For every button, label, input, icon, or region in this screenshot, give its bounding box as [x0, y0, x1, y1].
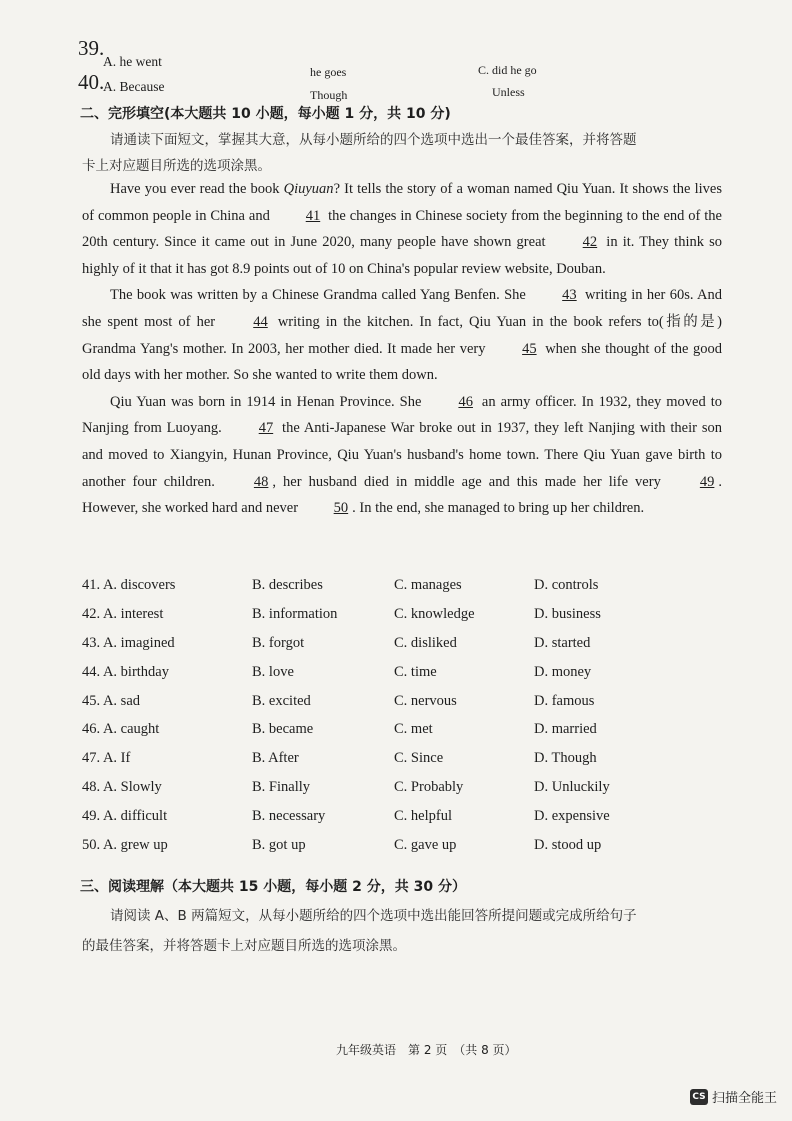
option-b: B. After	[252, 750, 299, 767]
p1-text-3: the changes in Chinese society from the beginning to the end of the 20th century. Since it came out in June 2020, many people have shown great	[82, 207, 722, 251]
blank-43: 43	[562, 287, 577, 304]
option-39b: he goes	[310, 65, 347, 79]
option-d: D. started	[534, 634, 591, 651]
options-row-48	[82, 779, 742, 808]
blank-46: 46	[458, 393, 473, 410]
option-d: D. Unluckily	[534, 779, 610, 796]
option-a: 47. A. If	[82, 750, 131, 767]
options-table	[82, 577, 742, 866]
options-row-47	[82, 750, 742, 779]
paragraph-3	[82, 389, 722, 522]
p3-text-5: . However, she worked hard and never	[82, 473, 722, 517]
p2-text-3: writing in the kitchen. In fact, Qiu Yuan in the book refers to(指的是) Grandma Yang's mother. In 2003, her mother died. It made her very	[82, 313, 722, 357]
options-row-42	[82, 606, 742, 635]
section-3-title: 三、阅读理解（本大题共 15 小题，每小题 2 分，共 30 分）	[80, 879, 466, 895]
option-a: 43. A. imagined	[82, 634, 175, 651]
blank-47: 47	[258, 420, 274, 437]
section-2-instruction-line2: 卡上对应题目所选的选项涂黑。	[82, 158, 271, 174]
option-39a: A. he went	[103, 54, 162, 69]
scanner-badge	[690, 1087, 777, 1106]
option-b: B. excited	[252, 692, 311, 709]
p3-text-3: the Anti-Japanese War broke out in 1937, they left Nanjing with their son and moved to Xiangyin, Hunan Province, Qiu Yuan's husband's home town. There Qiu Yuan gave birth to another four children.	[82, 420, 722, 490]
page-footer: 九年级英语 第 2 页 （共 8 页）	[336, 1043, 517, 1057]
option-d: D. married	[534, 721, 597, 738]
option-c: C. Probably	[394, 779, 464, 796]
option-a: 45. A. sad	[82, 692, 140, 709]
option-a: 50. A. grew up	[82, 837, 168, 854]
option-a: 48. A. Slowly	[82, 779, 162, 796]
section-2-title: 二、完形填空(本大题共 10 小题，每小题 1 分，共 10 分)	[80, 106, 451, 122]
option-c: C. gave up	[394, 837, 457, 854]
option-b: B. necessary	[252, 808, 326, 825]
option-b: B. information	[252, 605, 338, 622]
options-row-43	[82, 635, 742, 664]
p1-text-1: Have you ever read the book	[110, 181, 284, 197]
option-40b: Though	[310, 88, 348, 102]
option-39c: C. did he go	[478, 63, 537, 77]
option-a: 41. A. discovers	[82, 577, 176, 593]
option-c: C. manages	[394, 577, 462, 593]
option-d: D. expensive	[534, 808, 610, 825]
paragraph-2	[82, 282, 722, 388]
options-row-46	[82, 721, 742, 750]
book-title: Qiuyuan	[283, 181, 334, 197]
option-d: D. famous	[534, 692, 595, 709]
p2-text-1: The book was written by a Chinese Grandma called Yang Benfen. She	[110, 287, 531, 304]
option-b: B. forgot	[252, 634, 305, 651]
blank-49: 49	[699, 473, 715, 490]
p3-text-6: . In the end, she managed to bring up her children.	[352, 500, 645, 517]
section-2-instruction-line1: 请通读下面短文，掌握其大意，从每小题所给的四个选项中选出一个最佳答案，并将答题	[110, 132, 637, 148]
options-row-50	[82, 837, 742, 866]
option-d: D. stood up	[534, 837, 602, 854]
option-40a: A. Because	[103, 79, 165, 94]
cloze-passage	[82, 176, 722, 522]
option-b: B. describes	[252, 577, 323, 593]
option-a: 42. A. interest	[82, 605, 164, 622]
p1-text-2: ? It tells the story of a woman named Qiu Yuan. It shows the lives of common people in China and	[82, 181, 722, 224]
question-number-39: 39.	[78, 36, 105, 60]
options-row-49	[82, 808, 742, 837]
blank-42: 42	[582, 234, 598, 251]
blank-50: 50	[333, 500, 349, 517]
option-c: C. nervous	[394, 692, 457, 709]
scanner-label: 扫描全能王	[712, 1091, 778, 1106]
option-c: C. time	[394, 663, 437, 680]
option-b: B. Finally	[252, 779, 311, 796]
blank-41: 41	[305, 207, 321, 224]
option-d: D. Though	[534, 750, 597, 767]
blank-48: 48	[253, 473, 269, 490]
options-row-44	[82, 664, 742, 693]
p2-text-4: when she thought of the good old days with her mother. So she wanted to write them down.	[82, 340, 723, 384]
p1-text-4: in it. They think so highly of it that it has got 8.9 points out of 10 on China's popular review website, Douban.	[82, 234, 722, 277]
p3-text-2: an army officer. In 1932, they moved to Nanjing from Luoyang.	[82, 393, 722, 437]
option-c: C. knowledge	[394, 605, 475, 622]
p3-text-4: , her husband died in middle age and this made her life very	[272, 473, 668, 490]
option-c: C. disliked	[394, 634, 457, 651]
option-d: D. business	[534, 605, 601, 622]
blank-44: 44	[253, 313, 268, 330]
option-c: C. met	[394, 721, 433, 738]
section-3-instruction-line1: 请阅读 A、B 两篇短文，从每小题所给的四个选项中选出能回答所提问题或完成所给句子	[110, 908, 637, 924]
option-40c: Unless	[492, 85, 525, 99]
option-b: B. became	[252, 721, 314, 738]
option-d: D. controls	[534, 577, 599, 593]
blank-45: 45	[522, 340, 537, 357]
option-c: C. helpful	[394, 808, 452, 825]
option-a: 46. A. caught	[82, 721, 160, 738]
p2-text-2: writing in her 60s. And she spent most of her	[82, 287, 723, 330]
section-3-instruction-line2: 的最佳答案，并将答题卡上对应题目所选的选项涂黑。	[82, 938, 406, 954]
options-row-45	[82, 693, 742, 722]
option-b: B. got up	[252, 837, 306, 854]
option-b: B. love	[252, 663, 294, 680]
option-a: 49. A. difficult	[82, 808, 168, 825]
question-number-40: 40.	[78, 70, 105, 94]
option-d: D. money	[534, 663, 592, 680]
option-c: C. Since	[394, 750, 444, 767]
paragraph-1	[82, 176, 722, 282]
options-row-41	[82, 577, 742, 606]
option-a: 44. A. birthday	[82, 663, 169, 680]
p3-text-1: Qiu Yuan was born in 1914 in Henan Province. She	[110, 393, 427, 410]
camscanner-icon: CS	[690, 1089, 708, 1105]
